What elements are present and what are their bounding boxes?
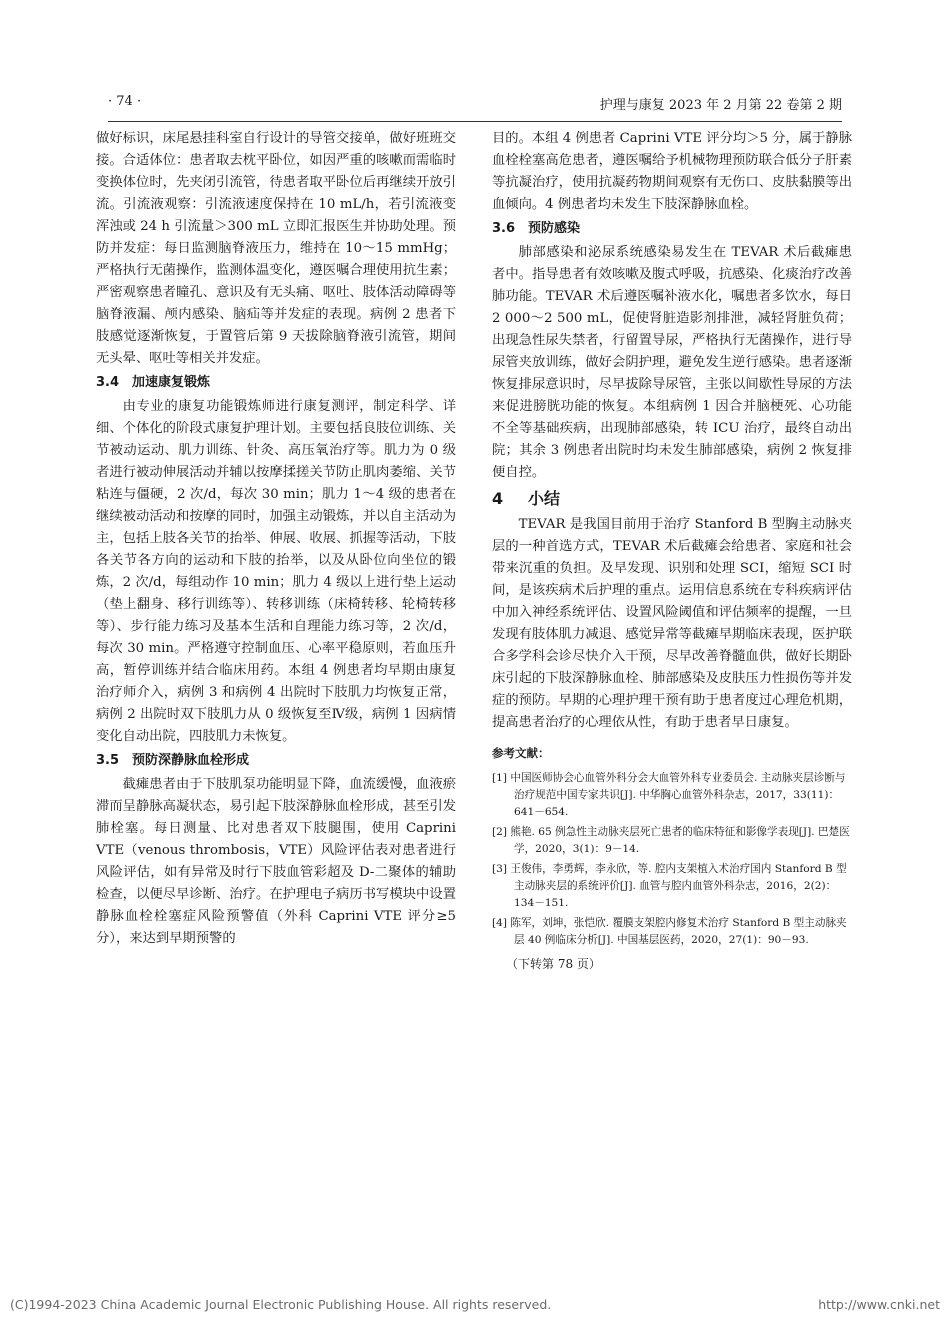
journal-issue: 护理与康复 2023 年 2 月第 22 卷第 2 期	[599, 98, 842, 113]
section-number: 3.6	[492, 221, 516, 236]
paragraph: 目的。本组 4 例患者 Caprini VTE 评分均＞5 分，属于静脉血栓栓塞高危患者，遵医嘱给予机械物理预防联合低分子肝素等抗凝治疗，使用抗凝药物期间观察有无伤口、皮肤黏膜等出血倾向。4 例患者均未发生下肢深静脉血栓。	[492, 131, 852, 212]
section-number: 4	[492, 489, 504, 508]
paragraph: 截瘫患者由于下肢肌泵功能明显下降，血流缓慢，血液瘀滞而呈静脉高凝状态，易引起下肢深静脉血栓形成，甚至引发肺栓塞。每日测量、比对患者双下肢腿围，使用 Caprini VTE（venous thrombosis，VTE）风险评估表对患者进行风险评估，如有异常及时行下肢血管彩超及 D-二聚体的辅助检查，以便尽早诊断、治疗。在护理电子病历书写模块中设置静脉血栓栓塞症风险预警值（外科 Caprini VTE 评分≥5 分），来达到早期预警的	[96, 777, 456, 946]
section-title: 预防深静脉血栓形成	[132, 753, 250, 768]
paragraph: 由专业的康复功能锻炼师进行康复测评，制定科学、详细、个体化的阶段式康复护理计划。主要包括良肢位训练、关节被动运动、肌力训练、针灸、高压氧治疗等。肌力为 0 级者进行被动伸展活动并辅以按摩揉搓关节防止肌肉萎缩、关节粘连与僵硬，2 次/d，每次 30 min；肌力 1～4 级的患者在继续被动活动和按摩的同时，加强主动锻炼，并以自主活动为主，包括上肢各关节的抬举、伸展、收展、抓握等活动，下肢各关节各方向的运动和下肢的抬举，以及从卧位向坐位的锻炼，2 次/d，每组动作 10 min；肌力 4 级以上进行垫上运动（垫上翻身、移行训练等）、转移训练（床椅转移、轮椅转移等）、步行能力练习及基本生活和自理能力练习等，2 次/d，每次 30 min。严格遵守控制血压、心率平稳原则，若血压升高，暂停训练并结合临床用药。本组 4 例患者均早期由康复治疗师介入，病例 3 和病例 4 出院时下肢肌力均恢复正常，病例 2 出院时双下肢肌力从 0 级恢复至Ⅳ级，病例 1 因病情变化自动出院，四肢肌力未恢复。	[96, 399, 456, 744]
reference-item: [3] 王俊伟，李勇辉，李永欣，等. 腔内支架植入术治疗国内 Stanford B 型主动脉夹层的系统评价[J]. 血管与腔内血管外科杂志，2016，2(2)：134－151.	[492, 863, 847, 909]
section-number: 3.5	[96, 753, 120, 768]
header-rule	[108, 121, 842, 122]
section-title: 预防感染	[528, 221, 581, 236]
publisher-url: http://www.cnki.net	[818, 1297, 940, 1312]
reference-item: [2] 熊艳. 65 例急性主动脉夹层死亡患者的临床特征和影像学表现[J]. 巴楚医学，2020，3(1)：9－14.	[492, 826, 850, 855]
left-column	[96, 128, 456, 950]
section-heading-3-5	[96, 750, 456, 772]
paragraph: TEVAR 是我国目前用于治疗 Stanford B 型胸主动脉夹层的一种首选方式，TEVAR 术后截瘫会给患者、家庭和社会带来沉重的负担。及早发现、识别和处理 SCI，缩短 SCI 时间，是该疾病术后护理的重点。运用信息系统在专科疾病评估中加入神经系统评估、设置风险阈值和评估频率的提醒，一旦发现有肢体肌力减退、感觉异常等截瘫早期临床表现，医护联合多学科会诊尽快介入干预，尽早改善脊髓血供，做好长期卧床引起的下肢深静脉血栓、肺部感染及皮肤压力性损伤等并发症的预防。早期的心理护理干预有助于患者度过心理危机期，提高患者治疗的心理依从性，有助于患者早日康复。	[492, 517, 852, 730]
section-title: 加速康复锻炼	[132, 375, 211, 390]
reference-item: [4] 陈军，刘坤，张恺欣. 覆膜支架腔内修复术治疗 Stanford B 型主动脉夹层 40 例临床分析[J]. 中国基层医药，2020，27(1)：90－93.	[492, 917, 847, 946]
page-number: · 74 ·	[108, 94, 142, 109]
paragraph: 做好标识，床尾悬挂科室自行设计的导管交接单，做好班班交接。合适体位：患者取去枕平卧位，如因严重的咳嗽而需临时变换体位时，先夹闭引流管，待患者取平卧位后再继续开放引流。引流液观察：引流液速度保持在 10 mL/h，若引流液变浑浊或 24 h 引流量＞300 mL 立即汇报医生并协助处理。预防并发症：每日监测脑脊液压力，维持在 10～15 mmHg；严格执行无菌操作，监测体温变化，遵医嘱合理使用抗生素；严密观察患者瞳孔、意识及有无头痛、呕吐、肢体活动障碍等脑脊液漏、颅内感染、脑疝等并发症的表现。病例 2 患者下肢感觉逐渐恢复，于置管后第 9 天拔除脑脊液引流管，期间无头晕、呕吐等相关并发症。	[96, 131, 456, 366]
section-heading-4	[492, 488, 852, 510]
reference-item: [1] 中国医师协会心血管外科分会大血管外科专业委员会. 主动脉夹层诊断与治疗规范中国专家共识[J]. 中华胸心血管外科杂志，2017，33(11)：641－654.	[492, 772, 846, 818]
right-column	[492, 128, 852, 975]
references-heading: 参考文献：	[492, 746, 550, 760]
section-title: 小结	[528, 489, 561, 508]
paragraph: 肺部感染和泌尿系统感染易发生在 TEVAR 术后截瘫患者中。指导患者有效咳嗽及腹式呼吸，抗感染、化痰治疗改善肺功能。TEVAR 术后遵医嘱补液水化，嘱患者多饮水，每日 2 000～2 500 mL，促使肾脏造影剂排泄，减轻肾脏负荷；出现急性尿失禁者，行留置导尿，严格执行无菌操作，进行导尿管夹放训练，做好会阴护理，避免发生逆行感染。患者逐渐恢复排尿意识时，尽早拔除导尿管，主张以间歇性导尿的方法来促进膀胱功能的恢复。本组病例 1 因合并脑梗死、心功能不全等基础疾病，出现肺部感染，转 ICU 治疗，最终自动出院；其余 3 例患者出院时均未发生肺部感染，病例 2 恢复排便自控。	[492, 245, 852, 480]
section-heading-3-4	[96, 372, 456, 394]
copyright-notice: (C)1994-2023 China Academic Journal Electronic Publishing House. All rights reserved.	[10, 1297, 552, 1312]
section-heading-3-6	[492, 218, 852, 240]
continued-note: （下转第 78 页）	[506, 957, 601, 971]
page-header	[108, 94, 842, 118]
section-number: 3.4	[96, 375, 120, 390]
